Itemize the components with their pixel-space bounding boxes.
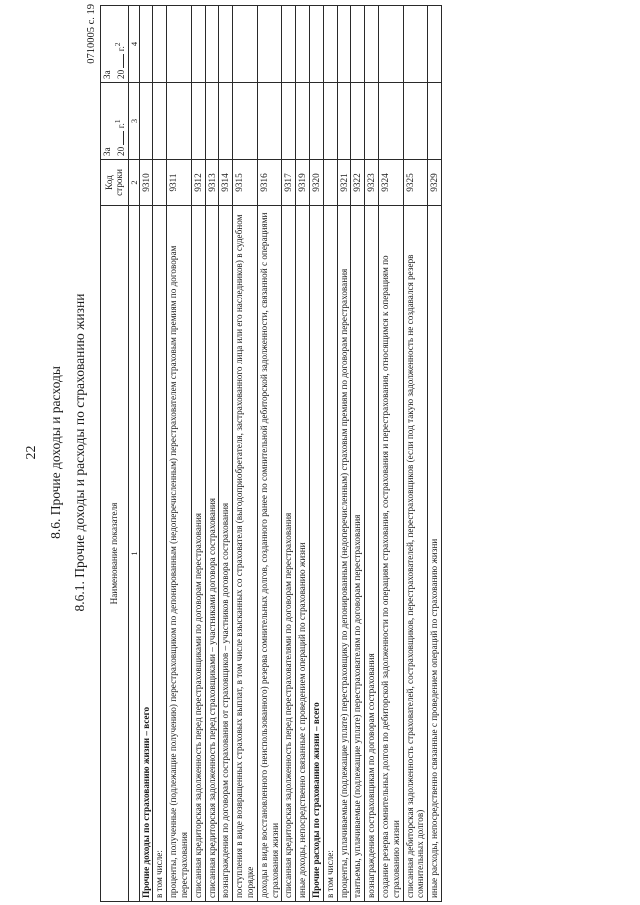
table-row — [233, 6, 258, 902]
row-value-period-1 — [139, 83, 153, 160]
row-name: иные расходы, непосредственно связанные с проведением операций по страхованию жизни — [428, 206, 442, 902]
row-code — [323, 160, 337, 206]
row-value-period-2 — [310, 6, 324, 83]
row-name: Прочие доходы по страхованию жизни – всего — [139, 206, 153, 902]
header-year-blank-2 — [114, 54, 124, 68]
row-value-period-1 — [233, 83, 258, 160]
row-value-period-1 — [296, 83, 310, 160]
table-row — [428, 6, 442, 902]
row-name: в том числе: — [323, 206, 337, 902]
row-code: 9311 — [167, 160, 192, 206]
row-name: Прочие расходы по страхованию жизни – всего — [310, 206, 324, 902]
row-value-period-2 — [205, 6, 219, 83]
row-value-period-2 — [233, 6, 258, 83]
table-row — [205, 6, 219, 902]
row-code: 9319 — [296, 160, 310, 206]
table-row — [191, 6, 205, 902]
row-name: списанная кредиторская задолженность перед перестрахователями по договорам перестрахования — [282, 206, 296, 902]
row-value-period-2 — [257, 6, 282, 83]
row-value-period-1 — [167, 83, 192, 160]
header-footnote-1: 1 — [112, 119, 122, 124]
row-code: 9321 — [337, 160, 351, 206]
row-value-period-2 — [337, 6, 351, 83]
table-row — [365, 6, 379, 902]
row-code: 9316 — [257, 160, 282, 206]
row-code: 9317 — [282, 160, 296, 206]
row-name: вознаграждения состраховщикам по договорам сострахования — [365, 206, 379, 902]
table-body — [139, 6, 441, 902]
row-code: 9324 — [379, 160, 404, 206]
table-header-row — [101, 6, 129, 902]
row-value-period-2 — [365, 6, 379, 83]
row-name: поступления в виде возвращенных страховых выплат, в том числе взысканных со страхователя (выгодоприобретателя, застрахованного лица или его наследников) в судебном порядке — [233, 206, 258, 902]
table-row — [219, 6, 233, 902]
row-name: иные доходы, непосредственно связанные с проведением операций по страхованию жизни — [296, 206, 310, 902]
row-name: вознаграждения по договорам сострахования от страховщиков – участников договора сострахования — [219, 206, 233, 902]
section-title: 8.6. Прочие доходы и расходы — [48, 366, 63, 539]
row-value-period-1 — [428, 83, 442, 160]
row-value-period-2 — [139, 6, 153, 83]
header-for-1: За — [102, 147, 112, 156]
row-value-period-2 — [191, 6, 205, 83]
row-code: 9314 — [219, 160, 233, 206]
row-value-period-2 — [403, 6, 428, 83]
table-row — [257, 6, 282, 902]
row-value-period-1 — [310, 83, 324, 160]
page-number: 22 — [24, 445, 39, 460]
row-value-period-2 — [351, 6, 365, 83]
table-row — [351, 6, 365, 902]
header-code — [101, 160, 129, 206]
table-row — [296, 6, 310, 902]
row-value-period-1 — [365, 83, 379, 160]
row-name: в том числе: — [153, 206, 167, 902]
header-footnote-2: 2 — [112, 42, 122, 47]
row-value-period-1 — [337, 83, 351, 160]
row-value-period-1 — [257, 83, 282, 160]
row-code: 9310 — [139, 160, 153, 206]
row-value-period-2 — [167, 6, 192, 83]
row-name: проценты, полученные (подлежащие получению) перестраховщиком по депонированным (недоперечисленным) перестрахователем страховым премиям по договорам перестрахования — [167, 206, 192, 902]
table-row — [379, 6, 404, 902]
row-name: списанная кредиторская задолженность перед страховщиками – участниками договора сострахования — [205, 206, 219, 902]
table-row — [167, 6, 192, 902]
row-value-period-2 — [296, 6, 310, 83]
header-year-1: г. — [115, 123, 126, 129]
row-value-period-2 — [379, 6, 404, 83]
header-period-1 — [101, 83, 129, 160]
row-value-period-1 — [379, 83, 404, 160]
row-code: 9313 — [205, 160, 219, 206]
header-period-2 — [101, 6, 129, 83]
column-number-row — [128, 6, 139, 902]
header-code-line1: Код — [103, 175, 114, 190]
table-row — [139, 6, 153, 902]
table-row — [403, 6, 428, 902]
header-20-1: 20 — [115, 146, 126, 156]
row-value-period-1 — [403, 83, 428, 160]
row-value-period-2 — [428, 6, 442, 83]
header-code-line2: строки — [114, 169, 125, 196]
row-code: 9323 — [365, 160, 379, 206]
row-code: 9325 — [403, 160, 428, 206]
row-value-period-2 — [282, 6, 296, 83]
row-value-period-2 — [323, 6, 337, 83]
table-row — [153, 6, 167, 902]
header-name: Наименование показателя — [101, 206, 129, 902]
table-row — [323, 6, 337, 902]
column-number: 4 — [128, 6, 139, 83]
row-name: доходы в виде восстановленного (неиспользованного) резерва сомнительных долгов, созданного ранее по сомнительной дебиторской задолженности, связанной с операциями страхования жизни — [257, 206, 282, 902]
row-value-period-2 — [219, 6, 233, 83]
column-number: 3 — [128, 83, 139, 160]
row-code: 9329 — [428, 160, 442, 206]
form-code: 0710005 с. 19 — [86, 4, 97, 64]
header-year-2: г. — [115, 46, 126, 52]
row-value-period-1 — [351, 83, 365, 160]
row-name: тантьемы, уплачиваемые (подлежащие уплате) перестрахователям по договорам перестрахования — [351, 206, 365, 902]
row-code: 9322 — [351, 160, 365, 206]
row-value-period-1 — [282, 83, 296, 160]
row-code — [153, 160, 167, 206]
header-year-blank-1 — [114, 131, 124, 145]
row-name: списанная кредиторская задолженность перед перестраховщиками по договорам перестрахования — [191, 206, 205, 902]
table-row — [282, 6, 296, 902]
row-value-period-1 — [219, 83, 233, 160]
row-name: списанная дебиторская задолженность страхователей, состраховщиков, перестрахователей, перестраховщиков (если под такую задолженность не создавался резерв сомнительных долгов) — [403, 206, 428, 902]
row-code: 9312 — [191, 160, 205, 206]
column-number: 1 — [128, 206, 139, 902]
row-code: 9320 — [310, 160, 324, 206]
subsection-title: 8.6.1. Прочие доходы и расходы по страхованию жизни — [72, 293, 87, 612]
row-code: 9315 — [233, 160, 258, 206]
row-value-period-2 — [153, 6, 167, 83]
table-row — [337, 6, 351, 902]
row-name: создание резерва сомнительных долгов по дебиторской задолженности по операциям страхования, сострахования и перестрахования, относящимся к операциям по страхованию жизни — [379, 206, 404, 902]
row-value-period-1 — [205, 83, 219, 160]
row-value-period-1 — [153, 83, 167, 160]
row-value-period-1 — [191, 83, 205, 160]
column-number: 2 — [128, 160, 139, 206]
table-row — [310, 6, 324, 902]
header-20-2: 20 — [115, 69, 126, 79]
income-expense-table — [100, 5, 442, 902]
header-for-2: За — [102, 70, 112, 79]
row-name: проценты, уплачиваемые (подлежащие уплате) перестраховщику по депонированным (недоперечисленным) страховым премиям по договорам перестрахования — [337, 206, 351, 902]
row-value-period-1 — [323, 83, 337, 160]
